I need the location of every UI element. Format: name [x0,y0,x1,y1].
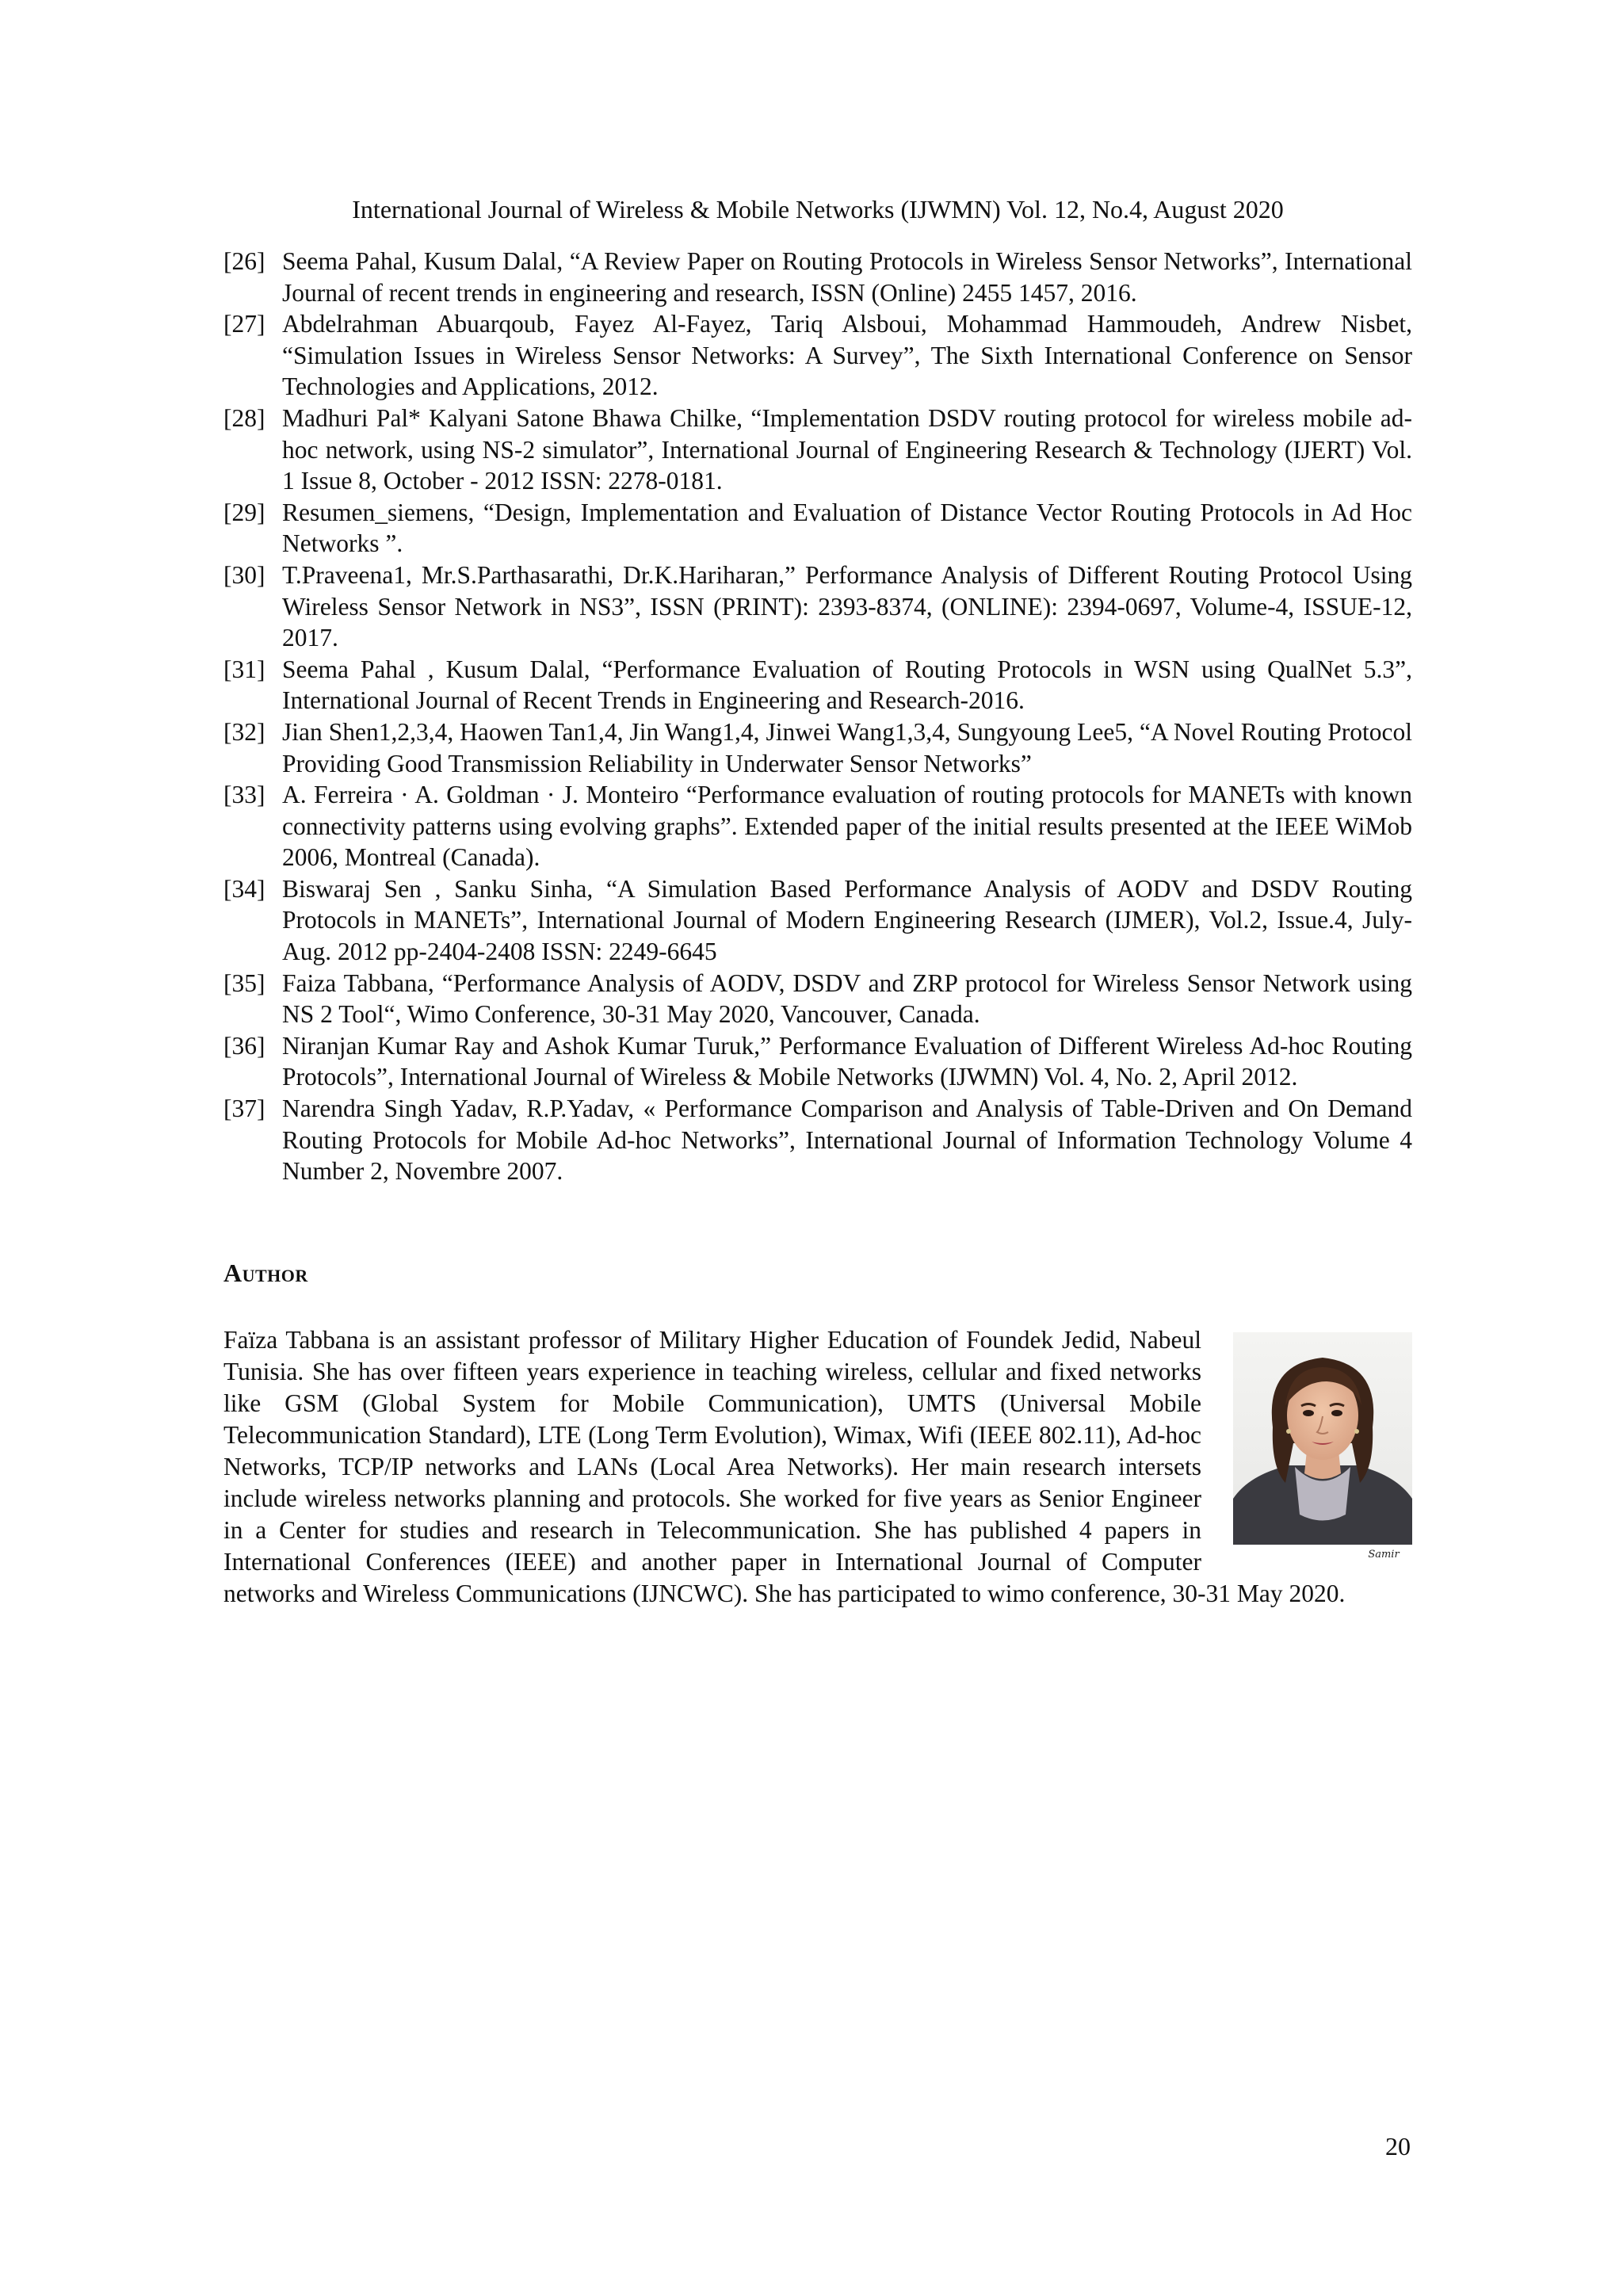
reference-item [223,716,1412,779]
reference-item [223,403,1412,497]
reference-text: Seema Pahal , Kusum Dalal, “Performance Evaluation of Routing Protocols in WSN using QualNet 5.3”, International Journal of Recent Trends in Engineering and Research-2016. [282,655,1412,715]
reference-item [223,1030,1412,1093]
reference-number: [35] [223,968,265,997]
reference-item [223,654,1412,716]
author-heading: Author [223,1259,308,1287]
reference-list [223,246,1412,1187]
author-bio-block [223,1324,1412,1610]
reference-text: Resumen_siemens, “Design, Implementation and Evaluation of Distance Vector Routing Protocols in Ad Hoc Networks ”. [282,498,1412,558]
reference-item [223,308,1412,403]
reference-number: [27] [223,310,265,338]
reference-number: [36] [223,1031,265,1060]
reference-number: [33] [223,781,265,809]
reference-number: [37] [223,1095,265,1123]
reference-text: Narendra Singh Yadav, R.P.Yadav, « Performance Comparison and Analysis of Table-Driven and On Demand Routing Protocols for Mobile Ad-hoc Networks”, International Journal of Information Technology Volume 4 Number 2, Novembre 2007. [282,1095,1412,1186]
running-header: International Journal of Wireless & Mobile Networks (IJWMN) Vol. 12, No.4, August 2020 [352,195,1284,223]
page-number: 20 [1385,2132,1411,2160]
reference-text: Biswaraj Sen , Sanku Sinha, “A Simulation Based Performance Analysis of AODV and DSDV Routing Protocols in MANETs”, International Journal of Modern Engineering Research (IJMER), Vol.2, Issue.4, July-Aug. 2012 pp-2404-2408 ISSN: 2249-6645 [282,874,1412,966]
reference-number: [32] [223,717,265,746]
reference-number: [34] [223,874,265,903]
reference-item [223,246,1412,308]
reference-text: Madhuri Pal* Kalyani Satone Bhawa Chilke, “Implementation DSDV routing protocol for wireless mobile ad-hoc network, using NS-2 simulator”, International Journal of Engineering Research & Technology (IJERT) Vol. 1 Issue 8, October - 2012 ISSN: 2278-0181. [282,403,1412,495]
reference-text: A. Ferreira · A. Goldman · J. Monteiro “Performance evaluation of routing protocols for MANETs with known connectivity patterns using evolving graphs”. Extended paper of the initial results presented at the IEEE WiMob 2006, Montreal (Canada). [282,781,1412,872]
reference-text: T.Praveena1, Mr.S.Parthasarathi, Dr.K.Hariharan,” Performance Analysis of Different Routing Protocol Using Wireless Sensor Network in NS3”, ISSN (PRINT): 2393-8374, (ONLINE): 2394-0697, Volume-4, ISSUE-12, 2017. [282,560,1412,652]
reference-number: [31] [223,655,265,683]
reference-text: Faiza Tabbana, “Performance Analysis of AODV, DSDV and ZRP protocol for Wireless Sensor Network using NS 2 Tool“, Wimo Conference, 30-31 May 2020, Vancouver, Canada. [282,968,1412,1029]
photo-signature: Samir [1368,1549,1400,1561]
reference-item [223,1093,1412,1187]
reference-item [223,497,1412,560]
reference-text: Niranjan Kumar Ray and Ashok Kumar Turuk,” Performance Evaluation of Different Wireless Ad-hoc Routing Protocols”, International Journal of Wireless & Mobile Networks (IJWMN) Vol. 4, No. 2, April 2012. [282,1031,1412,1091]
author-portrait-icon [1233,1332,1412,1562]
reference-text: Jian Shen1,2,3,4, Haowen Tan1,4, Jin Wang1,4, Jinwei Wang1,3,4, Sungyoung Lee5, “A Novel Routing Protocol Providing Good Transmission Reliability in Underwater Sensor Networks” [282,717,1412,777]
reference-item [223,779,1412,873]
author-photo [1233,1332,1412,1562]
reference-item [223,560,1412,654]
reference-text: Seema Pahal, Kusum Dalal, “A Review Paper on Routing Protocols in Wireless Sensor Networks”, International Journal of recent trends in engineering and research, ISSN (Online) 2455 1457, 2016. [282,247,1412,307]
reference-item [223,873,1412,968]
reference-number: [30] [223,560,265,589]
author-bio-text: Faïza Tabbana is an assistant professor of Military Higher Education of Foundek Jedid, Nabeul Tunisia. She has over fifteen years experience in teaching wireless, cellular and fixed networks like GSM (Global System for Mobile Communication), UMTS (Universal Mobile Telecommunication Standard), LTE (Long Term Evolution), Wimax, Wifi (IEEE 802.11), Ad-hoc Networks, TCP/IP networks and LANs (Local Area Networks). Her main research intersets include wireless networks planning and protocols. She worked for five years as Senior Engineer in a Center for studies and research in Telecommunication. She has published 4 papers in International Conferences (IEEE) and another paper in International Journal of Computer networks and Wireless Communications (IJNCWC). She has participated to wimo conference, 30-31 May 2020. [223,1326,1346,1607]
reference-number: [29] [223,498,265,526]
reference-number: [28] [223,403,265,432]
reference-number: [26] [223,247,265,275]
reference-item [223,968,1412,1030]
reference-text: Abdelrahman Abuarqoub, Fayez Al-Fayez, Tariq Alsboui, Mohammad Hammoudeh, Andrew Nisbet, “Simulation Issues in Wireless Sensor Networks: A Survey”, The Sixth International Conference on Sensor Technologies and Applications, 2012. [282,310,1412,401]
